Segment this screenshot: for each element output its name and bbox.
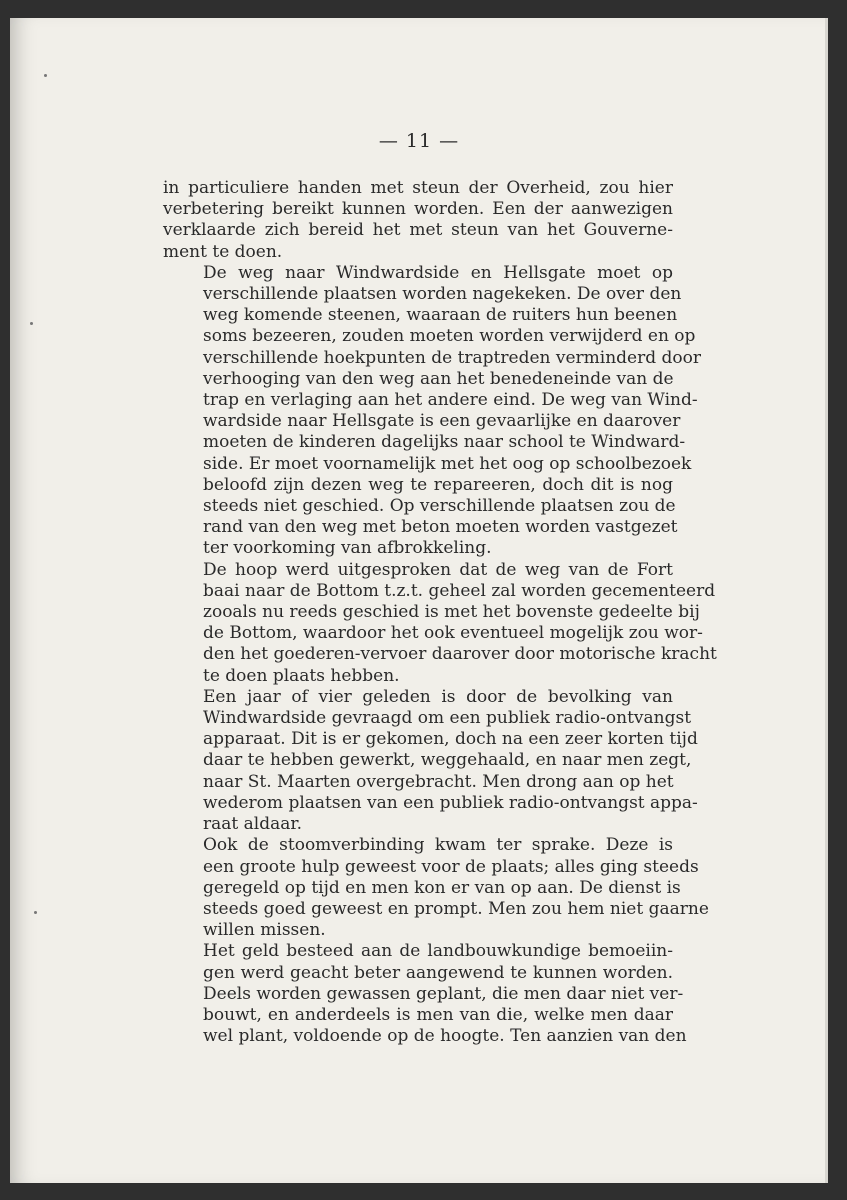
text-line: raat aldaar. [203, 814, 303, 835]
text-line: den het goederen-vervoer daarover door motorische kracht [203, 644, 717, 665]
paragraph [163, 178, 673, 263]
text-line: bouwt, en anderdeels is men van die, welke men daar [203, 1004, 673, 1025]
text-line: verbetering bereikt kunnen worden. Een der aanwezigen [163, 199, 673, 220]
text-line: verschillende hoekpunten de traptreden verminderd door [203, 347, 701, 368]
text-line: Een jaar of vier geleden is door de bevolking van [203, 686, 673, 707]
text-line: Windwardside gevraagd om een publiek radio-ontvangst [203, 708, 692, 729]
paper-speck [30, 322, 33, 325]
text-line: De hoop werd uitgesproken dat de weg van de Fort [203, 559, 673, 580]
paragraph [163, 835, 709, 941]
text-line: wel plant, voldoende op de hoogte. Ten aanzien van den [203, 1026, 687, 1047]
page-edge [825, 18, 828, 1183]
text-line: soms bezeeren, zouden moeten worden verwijderd en op [203, 326, 696, 347]
text-line: wardside naar Hellsgate is een gevaarlijke en daarover [203, 411, 681, 432]
text-line: De weg naar Windwardside en Hellsgate moet op [203, 262, 673, 283]
text-line: baai naar de Bottom t.z.t. geheel zal worden gecementeerd [203, 580, 716, 601]
text-line: beloofd zijn dezen weg te repareeren, doch dit is nog [203, 474, 673, 495]
text-line: verklaarde zich bereid het met steun van het Gouverne- [163, 220, 673, 241]
paragraph [163, 941, 687, 1047]
text-line: een groote hulp geweest voor de plaats; alles ging steeds [203, 856, 699, 877]
text-line: zooals nu reeds geschied is met het bovenste gedeelte bij [203, 602, 700, 623]
text-line: steeds niet geschied. Op verschillende plaatsen zou de [203, 496, 676, 517]
paragraph [163, 262, 701, 560]
paragraph [163, 559, 717, 687]
body-text [163, 178, 717, 1047]
text-line: apparaat. Dit is er gekomen, doch na een zeer korten tijd [203, 729, 698, 750]
text-line: geregeld op tijd en men kon er van op aan. De dienst is [203, 877, 681, 898]
text-line: verschillende plaatsen worden nagekeken. De over den [203, 284, 682, 305]
text-line: ment te doen. [163, 241, 283, 262]
text-line: te doen plaats hebben. [203, 665, 400, 686]
text-line: Ook de stoomverbinding kwam ter sprake. Deze is [203, 835, 673, 856]
document-page [10, 18, 828, 1183]
paper-speck [44, 74, 47, 77]
paper-speck [34, 911, 37, 914]
page-number: — 11 — [378, 130, 460, 152]
text-line: trap en verlaging aan het andere eind. De weg van Wind- [203, 390, 698, 411]
text-line: weg komende steenen, waaraan de ruiters hun beenen [203, 305, 678, 326]
text-line: moeten de kinderen dagelijks naar school te Windward- [203, 432, 686, 453]
text-line: willen missen. [203, 920, 326, 941]
text-line: rand van den weg met beton moeten worden vastgezet [203, 517, 678, 538]
text-line: de Bottom, waardoor het ook eventueel mogelijk zou wor- [203, 623, 703, 644]
text-line: ter voorkoming van afbrokkeling. [203, 538, 492, 559]
text-line: wederom plaatsen van een publiek radio-ontvangst appa- [203, 792, 698, 813]
text-line: naar St. Maarten overgebracht. Men drong aan op het [203, 771, 674, 792]
text-line: Deels worden gewassen geplant, die men daar niet ver- [203, 983, 684, 1004]
text-line: in particuliere handen met steun der Overheid, zou hier [163, 178, 673, 198]
text-line: steeds goed geweest en prompt. Men zou hem niet gaarne [203, 898, 709, 919]
paragraph [163, 686, 698, 835]
text-line: side. Er moet voornamelijk met het oog op schoolbezoek [203, 453, 692, 474]
text-line: daar te hebben gewerkt, weggehaald, en naar men zegt, [203, 750, 692, 771]
text-line: Het geld besteed aan de landbouwkundige bemoeiin- [203, 941, 673, 962]
text-line: gen werd geacht beter aangewend te kunnen worden. [203, 962, 673, 983]
text-line: verhooging van den weg aan het benedeneinde van de [203, 368, 674, 389]
